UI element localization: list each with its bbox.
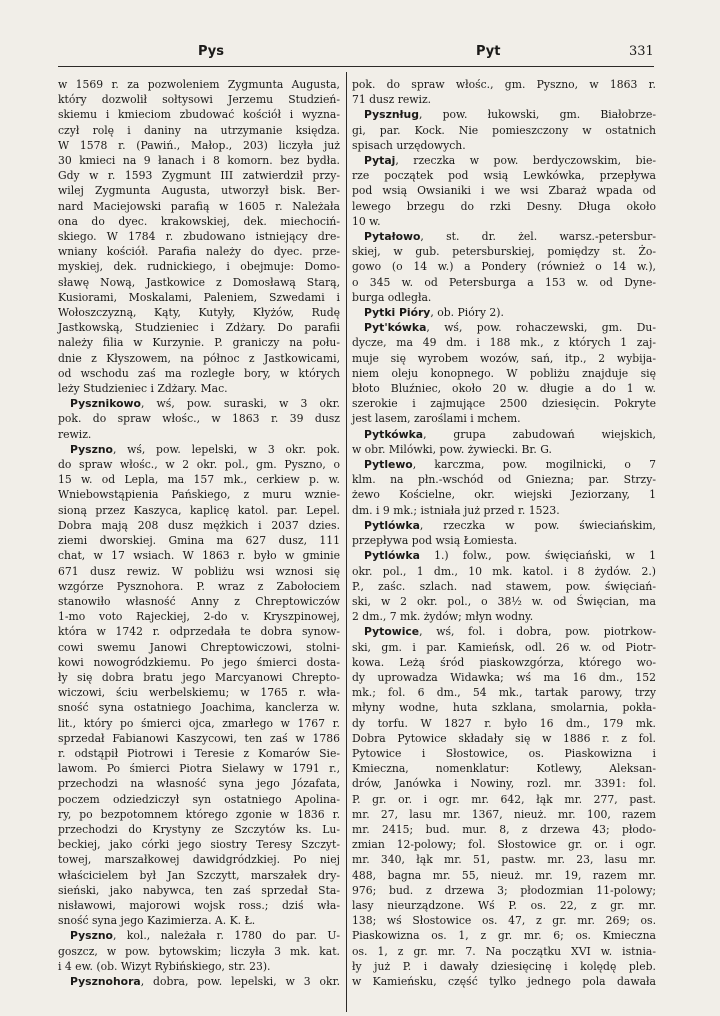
left-column — [58, 77, 340, 989]
text-line: mk.; fol. 6 dm., 54 mk., tartak parowy, trzy — [352, 686, 656, 700]
text-line: przechodzi na własność syna jego Józafata, — [58, 777, 340, 791]
text-line: ły się dobra bratu jego Marcyanowi Chrepto- — [58, 670, 340, 684]
text-line: burga odległa. — [352, 290, 432, 304]
text-line: Pytlewo, karczma, pow. mogilnicki, o 7 — [364, 458, 656, 472]
text-line: towej, marszałkowej dawidgródzkiej. Po niej — [58, 853, 340, 867]
text-line: kowa. Leżą śród piaskowzgórza, którego wo- — [352, 655, 656, 669]
text-line: sprzedał Fabianowi Kaszycowi, ten zaś w 1786 — [58, 731, 340, 745]
text-line: spisach urzędowych. — [352, 138, 466, 152]
text-line: jest lasem, zaroślami i mchem. — [352, 412, 521, 426]
text-line: nisławowi, majorowi wojsk ross.; dziś wła- — [58, 898, 340, 912]
text-line: dm. i 9 mk.; istniała już przed r. 1523. — [352, 503, 560, 517]
text-line: ona do dyec. krakowskiej, dek. miechociń- — [58, 214, 340, 228]
text-line: okr. pol., 1 dm., 10 mk. katol. i 8 żydów. 2.) — [352, 564, 656, 578]
entry-headword: Pysznohora — [70, 974, 141, 988]
text-line: młyny wodne, huta szklana, smolarnia, pokła- — [352, 701, 656, 715]
text-line: pok. do spraw włośc., gm. Pyszno, w 1863 r. — [352, 78, 656, 91]
entry-headword: Pyszno — [70, 929, 113, 943]
text-line: skiemu i kmieciom zbudować kościół i wyzna- — [58, 108, 340, 122]
text-line: skiej, w gub. petersburskiej, pomiędzy st. Żo- — [352, 245, 656, 259]
entry-headword: Pytałowo — [364, 230, 421, 244]
text-line: Gdy w r. 1593 Zygmunt III zatwierdził przy- — [58, 169, 340, 183]
text-line: nard Maciejowski parafią w 1605 r. Należała — [58, 199, 340, 213]
text-line: w Kamieńsku, część tylko jednego pola dawała — [352, 974, 656, 988]
text-line: stanowiło własność Anny z Chreptowiczów — [58, 594, 340, 608]
text-line: W 1578 r. (Pawiń., Małop., 203) liczyła już — [58, 138, 340, 152]
text-line: Pytki Pióry, ob. Pióry 2). — [364, 306, 504, 320]
left-running-head: Pys — [198, 44, 224, 59]
text-line: rewiz. — [58, 427, 92, 441]
text-line: pod wsią Owsianiki i we wsi Zbaraż wpada od — [352, 184, 656, 198]
text-line: 138; wś Słostowice os. 47, z gr. mr. 269; os. — [352, 914, 656, 928]
text-line: mr. 2415; bud. mur. 8, z drzewa 43; płodo- — [352, 822, 656, 836]
text-line: właścicielem był Jan Szczytt, marszałek dry- — [58, 868, 340, 882]
text-line: ły już P. i dawały dziesięcinę i kolędę pleb. — [352, 959, 656, 973]
text-line: sioną przez Kaszyca, kaplicę katol. par. Lepel. — [58, 503, 340, 517]
text-line: do spraw włośc., w 2 okr. pol., gm. Pyszno, o — [58, 458, 340, 472]
text-line: poczem odziedziczył syn ostatniego Apolina- — [58, 792, 340, 806]
text-line: myskiej, dek. rudnickiego, i obejmuje: Domo- — [58, 260, 340, 274]
entry-headword: Pyt'kówka — [364, 321, 427, 335]
text-line: w obr. Milówki, pow. żywiecki. Br. G. — [352, 442, 552, 456]
text-line: leży Studzieniec i Zdżary. Mac. — [58, 382, 228, 396]
text-line: 1-mo voto Rajeckiej, 2-do v. Kryszpinowej, — [58, 610, 340, 624]
text-line: lasy nieurządzone. Wś P. os. 22, z gr. mr. — [352, 898, 656, 912]
entry-headword: Pytki Pióry — [364, 306, 431, 320]
text-line: lawom. Po śmierci Piotra Sielawy w 1791 r., — [58, 762, 340, 776]
running-header — [0, 44, 720, 66]
text-line: sność syna jego Kazimierza. A. K. Ł. — [58, 914, 256, 928]
text-line: Pysznług, pow. łukowski, gm. Białobrze- — [364, 108, 656, 122]
text-line: szerokie i zajmujące 2500 dziesięcin. Pokryte — [352, 397, 656, 411]
text-line: i 4 ew. (ob. Wizyt Rybińskiego, str. 23). — [58, 959, 271, 973]
text-line: 488, bagna mr. 55, nieuż. mr. 19, razem mr. — [352, 868, 656, 882]
text-line: sność syna ostatniego Joachima, kanclerza w. — [58, 701, 340, 715]
text-line: 10 w. — [352, 214, 381, 228]
column-divider — [346, 72, 347, 1012]
text-line: Kmieczna, nomenklatur: Kotlewy, Aleksan- — [352, 762, 656, 776]
text-line: pok. do spraw włośc., w 1863 r. 39 dusz — [58, 412, 340, 426]
text-line: Pytowice, wś, fol. i dobra, pow. piotrkow- — [364, 625, 656, 639]
text-line: dy torfu. W 1827 r. było 16 dm., 179 mk. — [352, 716, 656, 730]
entry-headword: Pysznług — [364, 108, 419, 122]
text-line: ski, gm. i par. Kamieńsk, odl. 26 w. od Piotr- — [352, 640, 656, 654]
text-line: kowi nowogródzkiemu. Po jego śmierci dosta- — [58, 655, 340, 669]
text-line: należy filia w Kurzynie. P. graniczy na połu- — [58, 336, 340, 350]
text-line: lit., który po śmierci ojca, zmarłego w 1767 r. — [58, 716, 340, 730]
text-line: która w 1742 r. odprzedała te dobra synow- — [58, 625, 340, 639]
entry-headword: Pytlówka — [364, 518, 420, 532]
text-line: zmian 12-polowy; fol. Słostowice gr. or. i ogr. — [352, 838, 656, 852]
text-line: os. 1, z gr. mr. 7. Na początku XVI w. istnia- — [352, 944, 656, 958]
text-line: wilej Zygmunta Augusta, utworzył bisk. Ber- — [58, 184, 340, 198]
page-number: 331 — [629, 44, 654, 59]
text-line: P. gr. or. i ogr. mr. 642, łąk mr. 277, past. — [352, 792, 656, 806]
text-line: ziemi dworskiej. Gmina ma 627 dusz, 111 — [58, 534, 340, 548]
text-line: gi, par. Kock. Nie pomieszczony w ostatnich — [352, 123, 656, 137]
text-line: beckiej, jako córki jego siostry Teresy Szczyt- — [58, 838, 340, 852]
text-line: wzgórze Pysznohora. P. wraz z Zabołociem — [58, 579, 340, 593]
text-line: o 345 w. od Petersburga a 153 w. od Dyne- — [352, 275, 656, 289]
text-line: Wniebowstąpienia Pańskiego, z muru wznie- — [58, 488, 340, 502]
text-line: Jastkowską, Studzieniec i Zdżary. Do parafii — [58, 321, 340, 335]
entry-headword: Pytlewo — [364, 458, 413, 472]
text-line: Pysznohora, dobra, pow. lepelski, w 3 okr. — [70, 974, 340, 988]
text-line: sieński, jako nabywca, ten zaś sprzedał Sta- — [58, 883, 340, 897]
text-line: Dobra mają 208 dusz mężkich i 2037 dzies. — [58, 518, 340, 532]
text-line: Pyt'kówka, wś, pow. rohaczewski, gm. Du- — [364, 321, 656, 335]
text-line: 30 kmieci na 9 łanach i 8 komorn. bez bydła. — [58, 154, 340, 168]
entry-headword: Pyszno — [70, 442, 113, 456]
text-line: niem oleju konopnego. W pobliżu znajduje się — [352, 366, 656, 380]
text-line: 976; bud. z drzewa 3; płodozmian 11-polowy; — [352, 883, 656, 897]
entry-headword: Pytowice — [364, 625, 420, 639]
text-line: żewo Kościelne, okr. wiejski Jeziorzany, 1 — [352, 488, 656, 502]
entry-headword: Pysznikowo — [70, 397, 141, 411]
text-line: błoto Bluźniec, około 20 w. długie a do 1 w. — [352, 382, 656, 396]
text-line: mr. 340, łąk mr. 51, pastw. mr. 23, lasu mr. — [352, 853, 656, 867]
right-running-head: Pyt — [476, 44, 501, 59]
text-line: wiczowi, ściu werbelskiemu; w 1765 r. wła- — [58, 686, 340, 700]
text-line: mr. 27, lasu mr. 1367, nieuż. mr. 100, razem — [352, 807, 656, 821]
text-line: Pytaj, rzeczka w pow. berdyczowskim, bie- — [364, 154, 656, 168]
text-line: Kusiorami, Moskalami, Paleniem, Szwedami i — [58, 290, 340, 304]
text-line: Wołoszczyzną, Kąty, Kutyły, Kłyżów, Rudę — [58, 306, 340, 320]
text-line: P., zaśc. szlach. nad stawem, pow. święciań- — [352, 579, 656, 593]
text-line: r. odstąpił Piotrowi i Teresie z Komarów Sie- — [58, 746, 340, 760]
text-line: Dobra Pytowice składały się w 1886 r. z fol. — [352, 731, 656, 745]
text-line: dy uprowadza Widawka; wś ma 16 dm., 152 — [352, 670, 656, 684]
text-line: czył rolę i daniny na utrzymanie księdza. — [58, 123, 340, 137]
text-line: Pyszno, wś, pow. lepelski, w 3 okr. pok. — [70, 442, 340, 456]
text-line: przepływa pod wsią Łomiesta. — [352, 534, 518, 548]
text-line: Piaskowizna os. 1, z gr. mr. 6; os. Kmieczna — [352, 929, 656, 943]
text-line: Pytałowo, st. dr. żel. warsz.-petersbur- — [364, 230, 656, 244]
entry-headword: Pytkówka — [364, 427, 424, 441]
text-line: drów, Janówka i Nowiny, rozl. mr. 3391: fol. — [352, 777, 656, 791]
text-line: cowi swemu Janowi Chreptowiczowi, stolni- — [58, 640, 340, 654]
text-line: od wschodu zaś ma rozległe bory, w których — [58, 366, 340, 380]
text-line: ry, po bezpotomnem którego zgonie w 1836 r. — [58, 807, 340, 821]
entry-headword: Pytaj — [364, 154, 396, 168]
text-line: dnie z Kłyszowem, na północ z Jastkowicami, — [58, 351, 340, 365]
text-line: wniany kościół. Parafia należy do dyec. prze- — [58, 245, 340, 259]
text-line: goszcz, w pow. bytowskim; liczyła 3 mk. kat. — [58, 944, 340, 958]
text-line: 2 dm., 7 mk. żydów; młyn wodny. — [352, 610, 534, 624]
text-line: 71 dusz rewiz. — [352, 93, 432, 107]
text-line: przechodzi do Krystyny ze Szczytów ks. Lu- — [58, 822, 340, 836]
entry-headword: Pytlówka — [364, 549, 420, 563]
text-line: 671 dusz rewiz. W pobliżu wsi wznosi się — [58, 564, 340, 578]
text-line: skiego. W 1784 r. zbudowano istniejący dre- — [58, 230, 340, 244]
text-line: muje się wyrobem wozów, sań, itp., 2 wybija- — [352, 351, 656, 365]
text-line: Pytowice i Słostowice, os. Piaskowizna i — [352, 746, 656, 760]
text-line: rze początek pod wsią Lewkówka, przepływa — [352, 169, 656, 183]
text-line: lewego brzegu do rzki Desny. Długa około — [352, 199, 656, 213]
header-rule — [58, 66, 654, 67]
text-line: Pytlówka, rzeczka w pow. świeciańskim, — [364, 518, 656, 532]
text-line: klm. na płn.-wschód od Gniezna; par. Strzy- — [352, 473, 656, 487]
text-line: gowo (o 14 w.) a Pondery (również o 14 w.), — [352, 260, 656, 274]
text-line: który dozwolił sołtysowi Jerzemu Studzień- — [58, 93, 340, 107]
text-line: chat, w 17 wsiach. W 1863 r. było w gminie — [58, 549, 340, 563]
right-column — [352, 77, 656, 989]
text-line: Pyszno, kol., należała r. 1780 do par. U- — [70, 929, 340, 943]
text-line: w 1569 r. za pozwoleniem Zygmunta Augusta, — [58, 78, 340, 91]
text-line: dycze, ma 49 dm. i 188 mk., z których 1 zaj- — [352, 336, 656, 350]
text-line: ski, w 2 okr. pol., o 38½ w. od Święcian, ma — [352, 594, 656, 608]
text-line: Pysznikowo, wś, pow. suraski, w 3 okr. — [70, 397, 340, 411]
text-line: Pytlówka 1.) folw., pow. święciański, w 1 — [364, 549, 656, 563]
text-line: sławę Nową, Jastkowice z Domosławą Starą, — [58, 275, 340, 289]
text-line: 15 w. od Lepla, ma 157 mk., cerkiew p. w. — [58, 473, 340, 487]
text-line: Pytkówka, grupa zabudowań wiejskich, — [364, 427, 656, 441]
